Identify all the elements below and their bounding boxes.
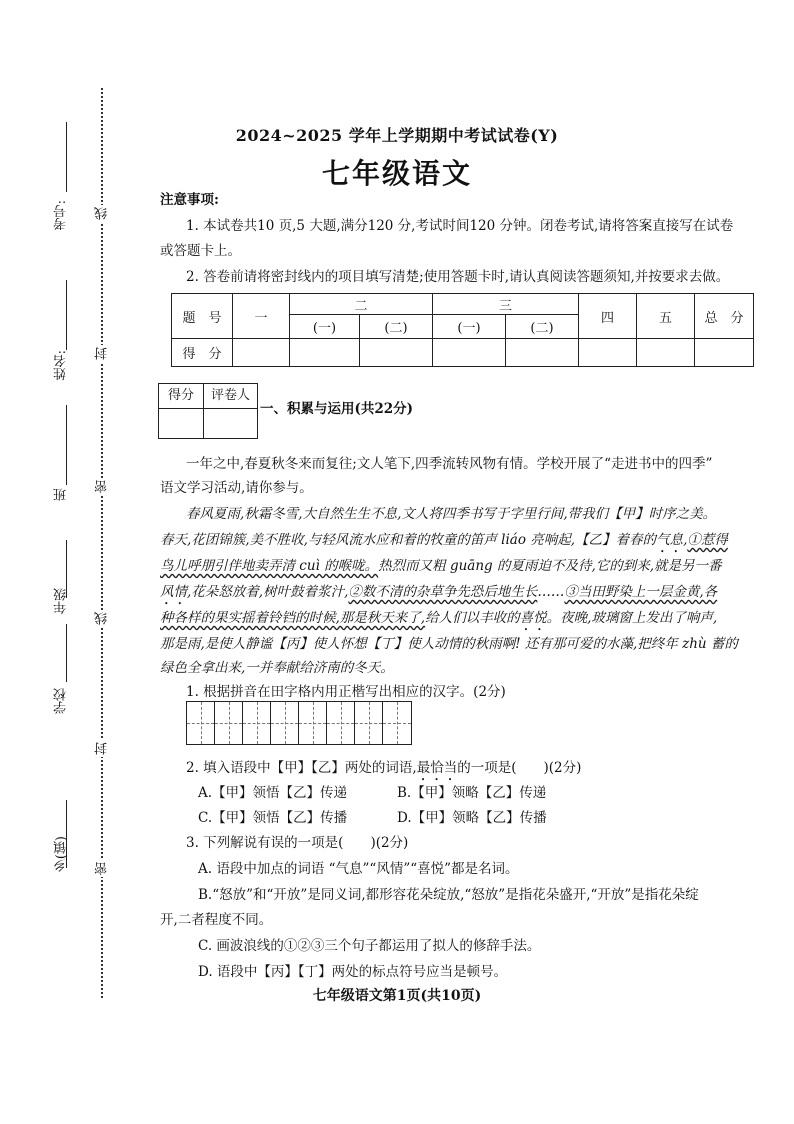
score-col-1: 一 bbox=[233, 294, 290, 339]
question-2 bbox=[186, 756, 581, 784]
tianzige-grid[interactable] bbox=[186, 701, 412, 745]
town-label: 乡(镇) bbox=[54, 836, 69, 873]
section-1-heading: 一、积累与运用(共22分) bbox=[260, 401, 414, 417]
q3-option-b-cont: 开,二者程度不同。 bbox=[160, 912, 273, 928]
tianzige-cell[interactable] bbox=[215, 702, 243, 744]
notes-item-2: 2. 答卷前请将密封线内的项目填写清楚;使用答题卡时,请认真阅读答题须知,并按要求去做。 bbox=[186, 269, 730, 285]
grader-score-label: 得分 bbox=[159, 384, 204, 409]
tianzige-cell[interactable] bbox=[299, 702, 327, 744]
score-sub-2-1: (一) bbox=[290, 315, 360, 339]
q2-option-a[interactable]: A.【甲】领悟【乙】传递 bbox=[198, 785, 348, 801]
passage-line-3 bbox=[160, 554, 722, 574]
passage-text: 。夜晚,玻璃窗上发出了响声, bbox=[546, 610, 718, 626]
dotted-emphasis: 最恰当 bbox=[416, 760, 458, 776]
passage-text: 春天,花团锦簇,美不胜收,与轻风流水应和着的牧童的笛声 liáo 亮响起,【乙】着春的 bbox=[160, 532, 657, 548]
grader-box bbox=[158, 383, 258, 439]
wavy-sentence-1: ①惹得 bbox=[687, 532, 728, 548]
q3-option-d[interactable]: D. 语段中【丙】【丁】两处的标点符号应当是顿号。 bbox=[198, 964, 508, 980]
exam-no-label: 考号: bbox=[54, 200, 69, 231]
dotted-word-fengqing-2: 情 bbox=[173, 584, 187, 600]
school-label: 学校 bbox=[54, 688, 69, 714]
score-col-5: 五 bbox=[637, 294, 695, 339]
passage-text: …… bbox=[537, 584, 565, 600]
wavy-sentence-2: ②数不清的杂草争先恐后地生长 bbox=[348, 584, 538, 600]
class-blank[interactable] bbox=[66, 405, 67, 485]
q3-option-a[interactable]: A. 语段中加点的词语 “气息”“风情”“喜悦”都是名词。 bbox=[198, 861, 519, 877]
score-sub-3-1: (一) bbox=[433, 315, 506, 339]
class-label: 班 bbox=[54, 488, 69, 501]
passage-line-2 bbox=[160, 528, 728, 556]
seal-mark-seal: 封 bbox=[95, 347, 110, 360]
tianzige-cell[interactable] bbox=[187, 702, 215, 744]
score-cell[interactable] bbox=[360, 339, 433, 367]
section-1-intro: 一年之中,春夏秋冬来而复往;文人笔下,四季流转风物有情。学校开展了“走进书中的四季” bbox=[186, 456, 713, 472]
passage-line-7: 绿色全拿出来,一并奉献给济南的冬天。 bbox=[160, 660, 394, 676]
wavy-sentence-3-cont: 种各样的果实摇着铃铛的时候,那是秋天来了, bbox=[160, 610, 426, 626]
page-footer: 七年级语文第1页(共10页) bbox=[312, 988, 482, 1004]
seal-mark-secret: 密 bbox=[95, 480, 110, 493]
subject-title: 七年级语文 bbox=[321, 157, 472, 190]
passage-line-5 bbox=[160, 606, 717, 634]
passage-line-4 bbox=[160, 580, 717, 608]
score-table-header-label: 题 号 bbox=[172, 294, 233, 339]
tianzige-cell[interactable] bbox=[243, 702, 271, 744]
score-cell[interactable] bbox=[433, 339, 506, 367]
seal-mark-line: 线 bbox=[95, 207, 110, 220]
passage-line-1: 春风夏雨,秋霜冬雪,大自然生生不息,文人将四季书写于字里行间,带我们【甲】时序之美。 bbox=[186, 506, 717, 522]
score-col-total: 总 分 bbox=[695, 294, 754, 339]
dotted-word-qixi: 气息 bbox=[656, 532, 684, 548]
score-sub-3-2: (二) bbox=[506, 315, 579, 339]
q2-option-c[interactable]: C.【甲】领悟【乙】传播 bbox=[198, 810, 348, 826]
question-text: 的一项是( )(2分) bbox=[457, 760, 582, 776]
grader-divider bbox=[203, 409, 204, 438]
notes-heading: 注意事项: bbox=[160, 192, 219, 208]
q2-option-d[interactable]: D.【甲】领略【乙】传播 bbox=[397, 810, 547, 826]
dotted-word-fengqing-1: 风 bbox=[160, 584, 174, 600]
seal-mark-secret-2: 密 bbox=[95, 862, 110, 875]
wavy-sentence-3: ③当田野染上一层金黄,各 bbox=[564, 584, 718, 600]
school-blank[interactable] bbox=[66, 624, 67, 682]
section-1-intro-cont: 语文学习活动,请你参与。 bbox=[160, 480, 313, 496]
tianzige-cell[interactable] bbox=[383, 702, 411, 744]
question-text: 2. 填入语段中【甲】【乙】两处的词语, bbox=[186, 760, 417, 776]
tianzige-cell[interactable] bbox=[355, 702, 383, 744]
seal-mark-seal-2: 封 bbox=[95, 742, 110, 755]
score-col-3: 三 bbox=[433, 294, 579, 315]
score-cell[interactable] bbox=[506, 339, 579, 367]
score-cell[interactable] bbox=[695, 339, 754, 367]
tianzige-cell[interactable] bbox=[271, 702, 299, 744]
q3-option-c[interactable]: C. 画波浪线的①②③三个句子都运用了拟人的修辞手法。 bbox=[198, 938, 541, 954]
score-table-row-label: 得 分 bbox=[172, 339, 233, 367]
q3-option-b[interactable]: B.“怒放”和“开放”是同义词,都形容花朵绽放,“怒放”是指花朵盛开,“开放”是指花朵绽 bbox=[198, 887, 699, 903]
passage-text: ,花朵怒放着,树叶鼓着浆汁, bbox=[187, 584, 349, 600]
exam-title: 2024~2025 学年上学期期中考试试卷(Y) bbox=[235, 126, 559, 145]
score-col-4: 四 bbox=[579, 294, 637, 339]
tianzige-cell[interactable] bbox=[327, 702, 355, 744]
dotted-word-xiyue: 喜悦 bbox=[519, 610, 547, 626]
score-cell[interactable] bbox=[290, 339, 360, 367]
score-cell[interactable] bbox=[233, 339, 290, 367]
passage-text: 给人们以丰收的 bbox=[425, 610, 520, 626]
passage-text: 热烈而又粗 guāng 的夏雨迫不及待,它的到来,就是另一番 bbox=[378, 558, 722, 574]
seal-mark-line-2: 线 bbox=[95, 612, 110, 625]
grader-name-label: 评卷人 bbox=[204, 384, 257, 409]
grade-label: 年级 bbox=[54, 588, 69, 614]
name-blank[interactable] bbox=[66, 280, 67, 350]
score-col-2: 二 bbox=[290, 294, 433, 315]
question-3: 3. 下列解说有误的一项是( )(2分) bbox=[186, 835, 409, 851]
passage-text: , bbox=[683, 532, 688, 548]
score-cell[interactable] bbox=[637, 339, 695, 367]
passage-line-6: 那是雨,是使人静谧【丙】使人怀想【丁】使人动情的秋雨啊! 还有那可爱的水藻,把终年 zhù 蓄的 bbox=[160, 636, 738, 652]
notes-item-1: 1. 本试卷共10 页,5 大题,满分120 分,考试时间120 分钟。闭卷考试,请将答案直接写在试卷 bbox=[186, 218, 734, 234]
question-1: 1. 根据拼音在田字格内用正楷写出相应的汉字。(2分) bbox=[186, 684, 506, 700]
score-sub-2-2: (二) bbox=[360, 315, 433, 339]
notes-item-1-cont: 或答题卡上。 bbox=[160, 243, 241, 259]
score-table bbox=[171, 293, 754, 367]
wavy-sentence-1-cont: 鸟儿呼朋引伴地卖弄清 cuì 的喉咙。 bbox=[160, 558, 379, 574]
name-label: 姓名: bbox=[54, 350, 69, 381]
q2-option-b[interactable]: B.【甲】领略【乙】传递 bbox=[397, 785, 547, 801]
score-cell[interactable] bbox=[579, 339, 637, 367]
